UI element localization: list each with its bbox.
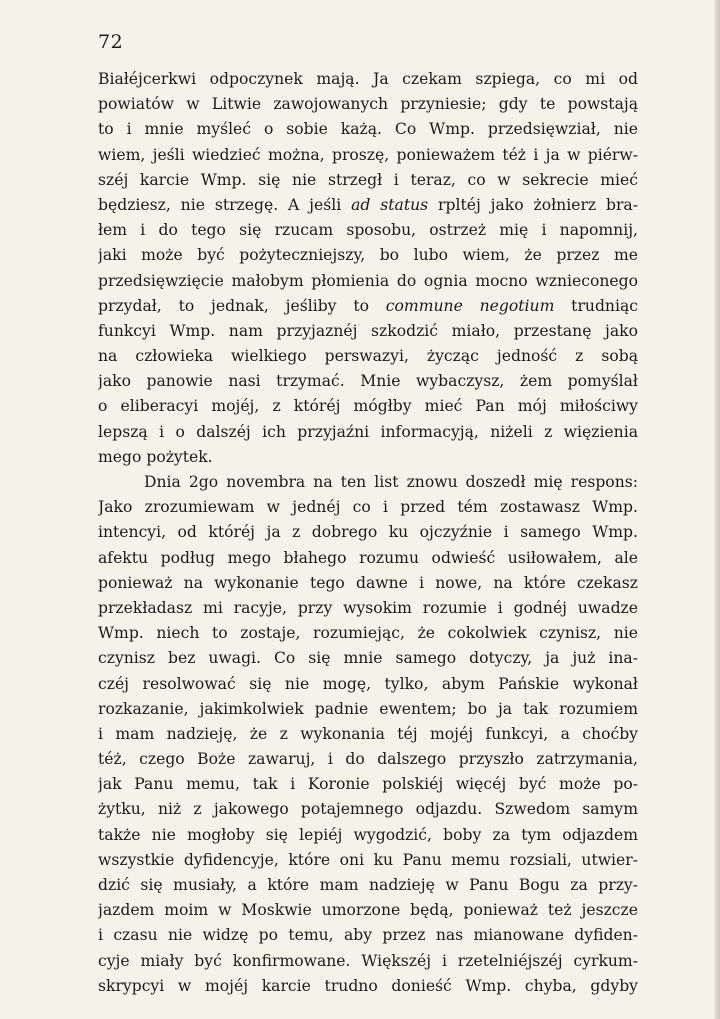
- text-line: czéj resolwować się nie mogę, tylko, abym Pańskie wykonał: [98, 674, 638, 693]
- text-line: i mam nadzieję, że z wykonania téj mojéj funkcyi, a choćby: [98, 724, 638, 743]
- text-line: ponieważ na wykonanie tego dawne i nowe, na które czekasz: [98, 573, 638, 592]
- text-line: wiem, jeśli wiedzieć można, proszę, ponieważem téż i ja w piérw-: [98, 145, 638, 164]
- body-text: [98, 67, 638, 999]
- text-line: i czasu nie widzę po temu, aby przez nas mianowane dyfiden-: [98, 926, 638, 945]
- text-line: łem i do tego się rzucam sposobu, ostrzeż mię i napomnij,: [98, 221, 638, 240]
- text-segment: będziesz, nie strzegę. A jeśli: [98, 195, 352, 214]
- text-line: [98, 294, 638, 319]
- text-line: Białéjcerkwi odpoczynek mają. Ja czekam szpiega, co mi od: [98, 70, 638, 88]
- text-line: Dnia 2go novembra na ten list znowu doszedł mię respons:: [144, 473, 638, 491]
- text-segment: rpltéj jako żołnierz bra-: [428, 195, 638, 214]
- text-line: na człowieka wielkiego perswazyi, życząc jedność z sobą: [98, 347, 638, 366]
- text-line: téż, czego Boże zawaruj, i do dalszego przyszło zatrzymania,: [98, 750, 638, 769]
- page-edge: [714, 0, 720, 1019]
- text-line: széj karcie Wmp. się nie strzegł i teraz, co w sekrecie mieć: [98, 170, 638, 189]
- text-line: wszystkie dyfidencyje, które oni ku Panu memu rozsiali, utwier-: [98, 850, 638, 869]
- text-line: [98, 193, 638, 218]
- text-segment: przydał, to jednak, jeśliby to: [98, 296, 386, 315]
- italic-phrase: commune negotium: [385, 296, 555, 315]
- text-line: skrypcyi w mojéj karcie trudno donieść Wmp. chyba, gdyby: [98, 976, 638, 995]
- text-line: przekładasz mi racyje, przy wysokim rozumie i godnéj uwadze: [98, 598, 638, 617]
- text-line: o eliberacyi mojéj, z któréj mógłby mieć Pan mój miłościwy: [98, 397, 638, 416]
- text-line: jaki może być pożyteczniejszy, bo lubo wiem, że przez me: [98, 246, 638, 265]
- text-line: funkcyi Wmp. nam przyjaznéj szkodzić miało, przestanę jako: [98, 321, 638, 340]
- italic-phrase: ad status: [351, 195, 429, 214]
- text-line: mego pożytek.: [98, 447, 213, 466]
- text-line: afektu podług mego błahego rozumu odwieść usiłowałem, ale: [98, 548, 638, 567]
- page-number: 72: [98, 31, 124, 53]
- text-line: jako panowie nasi trzymać. Mnie wybaczysz, żem pomyślał: [98, 372, 638, 391]
- text-line: jak Panu memu, tak i Koronie polskiéj więcéj być może po-: [98, 775, 638, 794]
- text-line: lepszą i o dalszéj ich przyjaźni informacyją, niżeli z więzienia: [98, 422, 638, 441]
- text-line: Jako zrozumiewam w jednéj co i przed tém zostawasz Wmp.: [98, 498, 638, 517]
- text-line: cyje miały być konfirmowane. Większéj i rzetelniéjszéj cyrkum-: [98, 951, 638, 970]
- text-line: jazdem moim w Moskwie umorzone będą, ponieważ też jeszcze: [98, 901, 638, 920]
- text-line: Wmp. niech to zostaje, rozumiejąc, że cokolwiek czynisz, nie: [98, 624, 638, 643]
- text-line: to i mnie myśleć o sobie każą. Co Wmp. przedsięwział, nie: [98, 120, 638, 139]
- text-line: rozkazanie, jakimkolwiek padnie ewentem; bo ja tak rozumiem: [98, 699, 638, 718]
- text-line: przedsięwzięcie małobym płomienia do ognia mocno wznieconego: [98, 271, 638, 290]
- text-line: także nie mogłoby się lepiéj wygodzić, boby za tym odjazdem: [98, 825, 638, 844]
- text-segment: trudniąc: [554, 296, 638, 315]
- text-line: czynisz bez uwagi. Co się mnie samego dotyczy, ja już ina-: [98, 649, 638, 668]
- text-line: żytku, niż z jakowego potajemnego odjazdu. Szwedom samym: [98, 800, 638, 819]
- text-line: intencyi, od któréj ja z dobrego ku ojczyźnie i samego Wmp.: [98, 523, 638, 542]
- text-line: dzić się musiały, a które mam nadzieję w Panu Bogu za przy-: [98, 876, 638, 894]
- text-line: powiatów w Litwie zawojowanych przyniesie; gdy te powstają: [98, 95, 638, 114]
